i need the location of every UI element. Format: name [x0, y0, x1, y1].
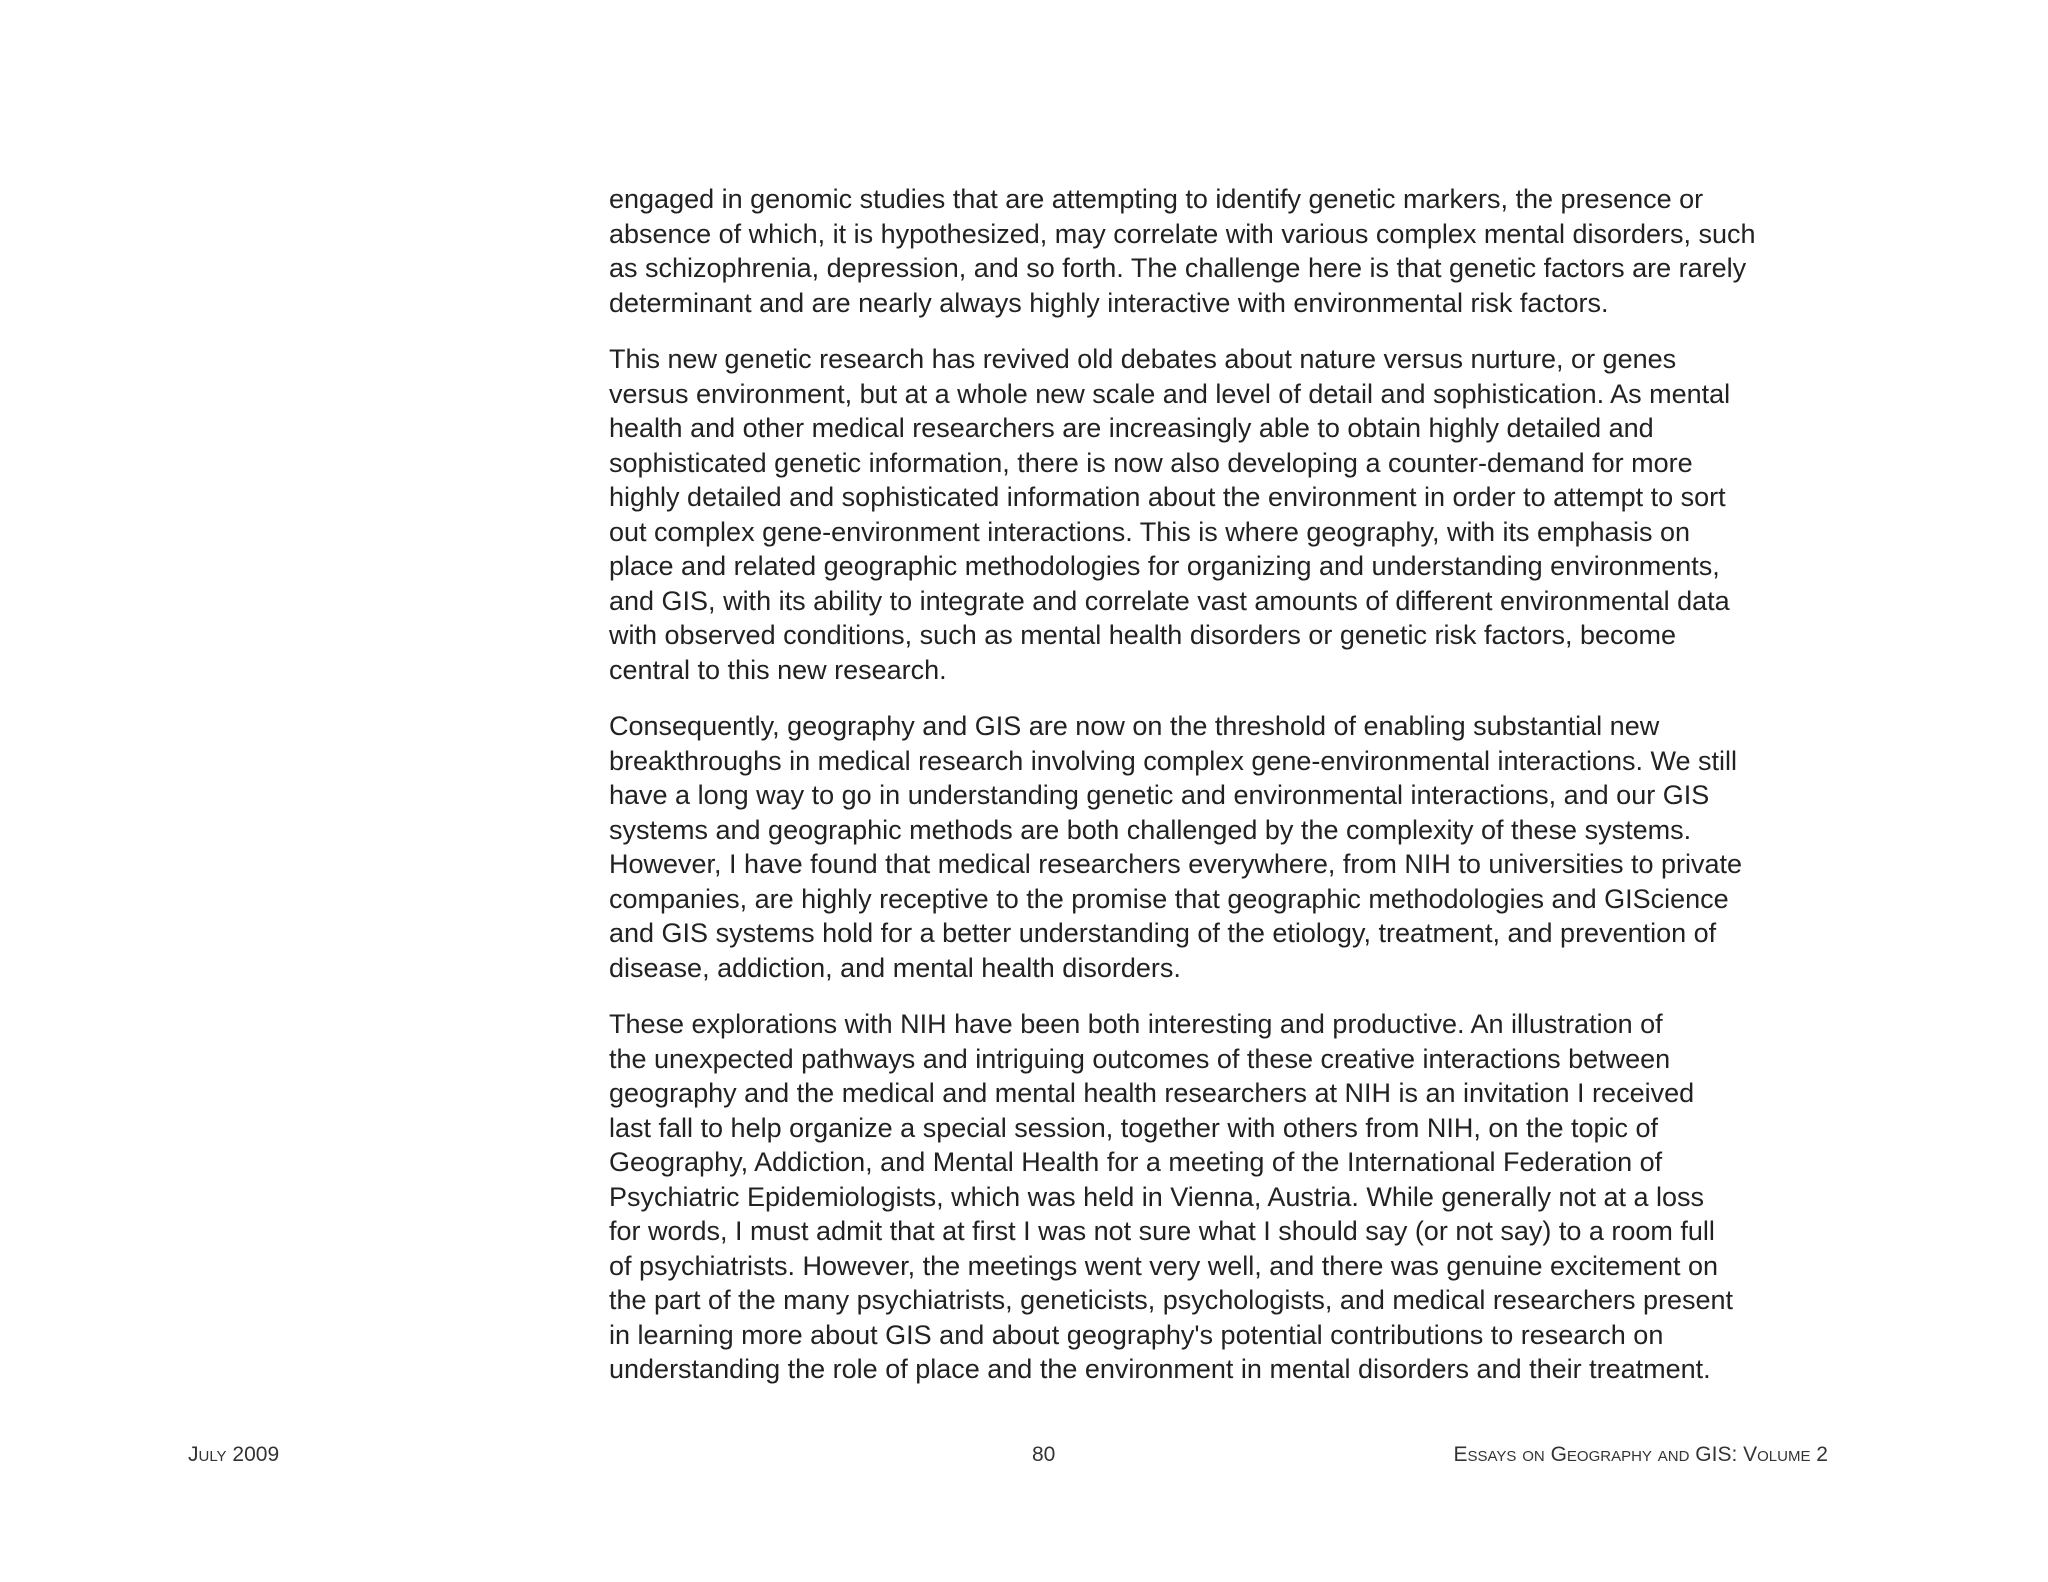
- page-number: 80: [1032, 1443, 1056, 1466]
- paragraph-1: engaged in genomic studies that are attempting to identify genetic markers, the presence or absence of which, it is hypothesized, may correlate with various complex mental disorders, such as schizophrenia, depression, and so forth. The challenge here is that genetic factors are rarely determinant and are nearly always highly interactive with environmental risk factors.: [609, 184, 1756, 318]
- paragraph-2: This new genetic research has revived old debates about nature versus nurture, or genes versus environment, but at a whole new scale and level of detail and sophistication. As mental health and other medical researchers are increasingly able to obtain highly detailed and sophisticated genetic information, there is now also developing a counter-demand for more highly detailed and sophisticated information about the environment in order to attempt to sort out complex gene-environment interactions. This is where geography, with its emphasis on place and related geographic methodologies for organizing and understanding environments, and GIS, with its ability to integrate and correlate vast amounts of different environmental data with observed conditions, such as mental health disorders or genetic risk factors, become central to this new research.: [609, 344, 1731, 685]
- body-text: [609, 182, 1834, 1409]
- footer-date: July 2009: [188, 1443, 280, 1466]
- paragraph-4: These explorations with NIH have been both interesting and productive. An illustration of the unexpected pathways and intriguing outcomes of these creative interactions between geography and the medical and mental health researchers at NIH is an invitation I received last fall to help organize a special session, together with others from NIH, on the topic of Geography, Addiction, and Mental Health for a meeting of the International Federation of Psychiatric Epidemiologists, which was held in Vienna, Austria. While generally not at a loss for words, I must admit that at first I was not sure what I should say (or not say) to a room full of psychiatrists. However, the meetings went very well, and there was genuine excitement on the part of the many psychiatrists, geneticists, psychologists, and medical researchers present in learning more about GIS and about geography's potential contributions to research on understanding the role of place and the environment in mental disorders and their treatment.: [609, 1009, 1734, 1384]
- paragraph-3: Consequently, geography and GIS are now on the threshold of enabling substantial new breakthroughs in medical research involving complex gene-environmental interactions. We still have a long way to go in understanding genetic and environmental interactions, and our GIS systems and geographic methods are both challenged by the complexity of these systems. However, I have found that medical researchers everywhere, from NIH to universities to private companies, are highly receptive to the promise that geographic methodologies and GIScience and GIS systems hold for a better understanding of the etiology, treatment, and prevention of disease, addiction, and mental health disorders.: [609, 711, 1742, 983]
- footer-publication-title: Essays on Geography and GIS: Volume 2: [1453, 1443, 1828, 1466]
